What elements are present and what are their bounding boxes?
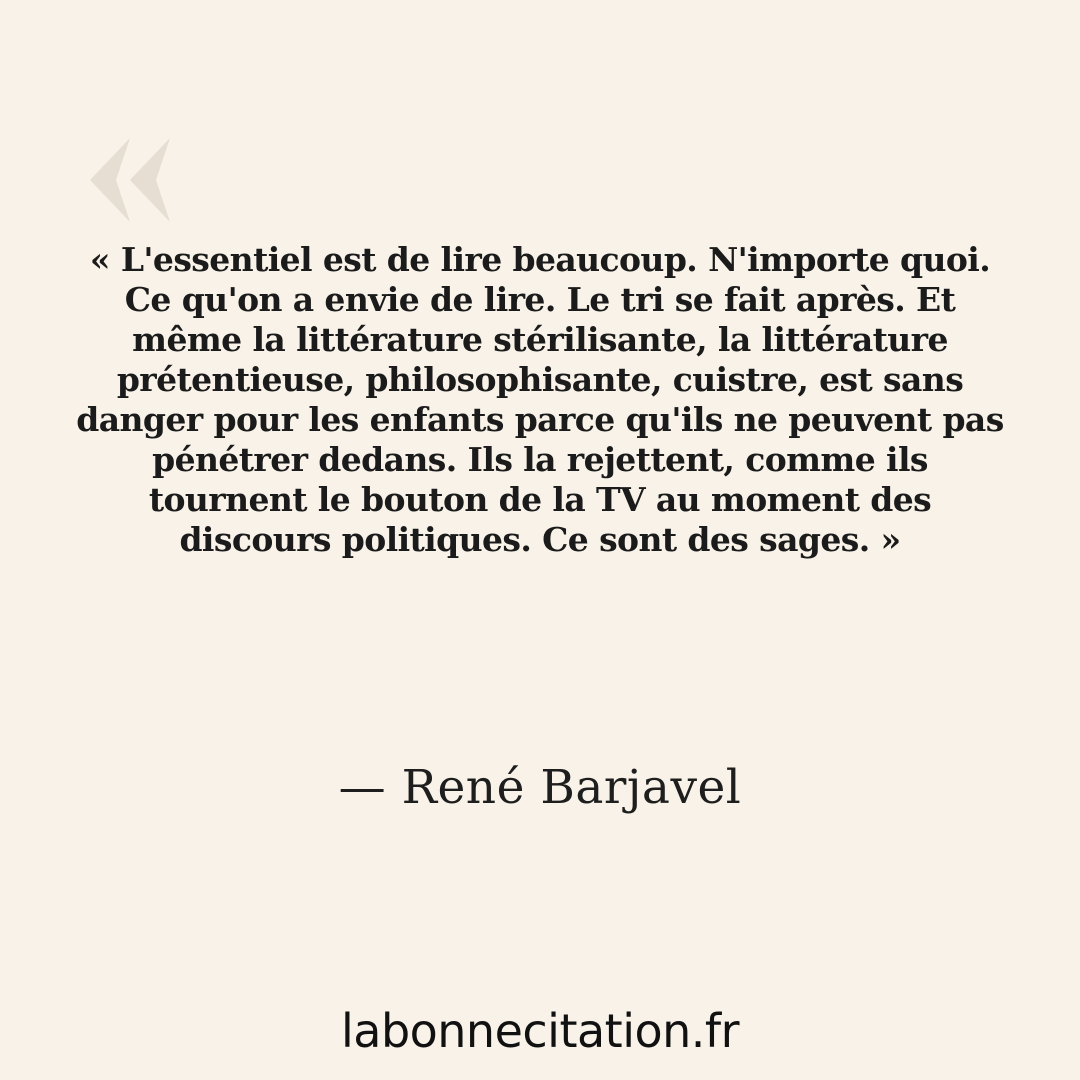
opening-quote-icon — [86, 132, 176, 228]
site-url: labonnecitation.fr — [340, 1004, 740, 1058]
quote-text: « L'essentiel est de lire beaucoup. N'importe quoi. Ce qu'on a envie de lire. Le tri se fait après. Et même la littérature stérilisante, la littérature prétentieuse, philosophisante, cuistre, est sans danger pour les enfants parce qu'ils ne peuvent pas pénétrer dedans. Ils la rejettent, comme ils tournent le bouton de la TV au moment des discours politiques. Ce sont des sages. » — [76, 240, 1004, 559]
author-name: — René Barjavel — [338, 760, 742, 815]
